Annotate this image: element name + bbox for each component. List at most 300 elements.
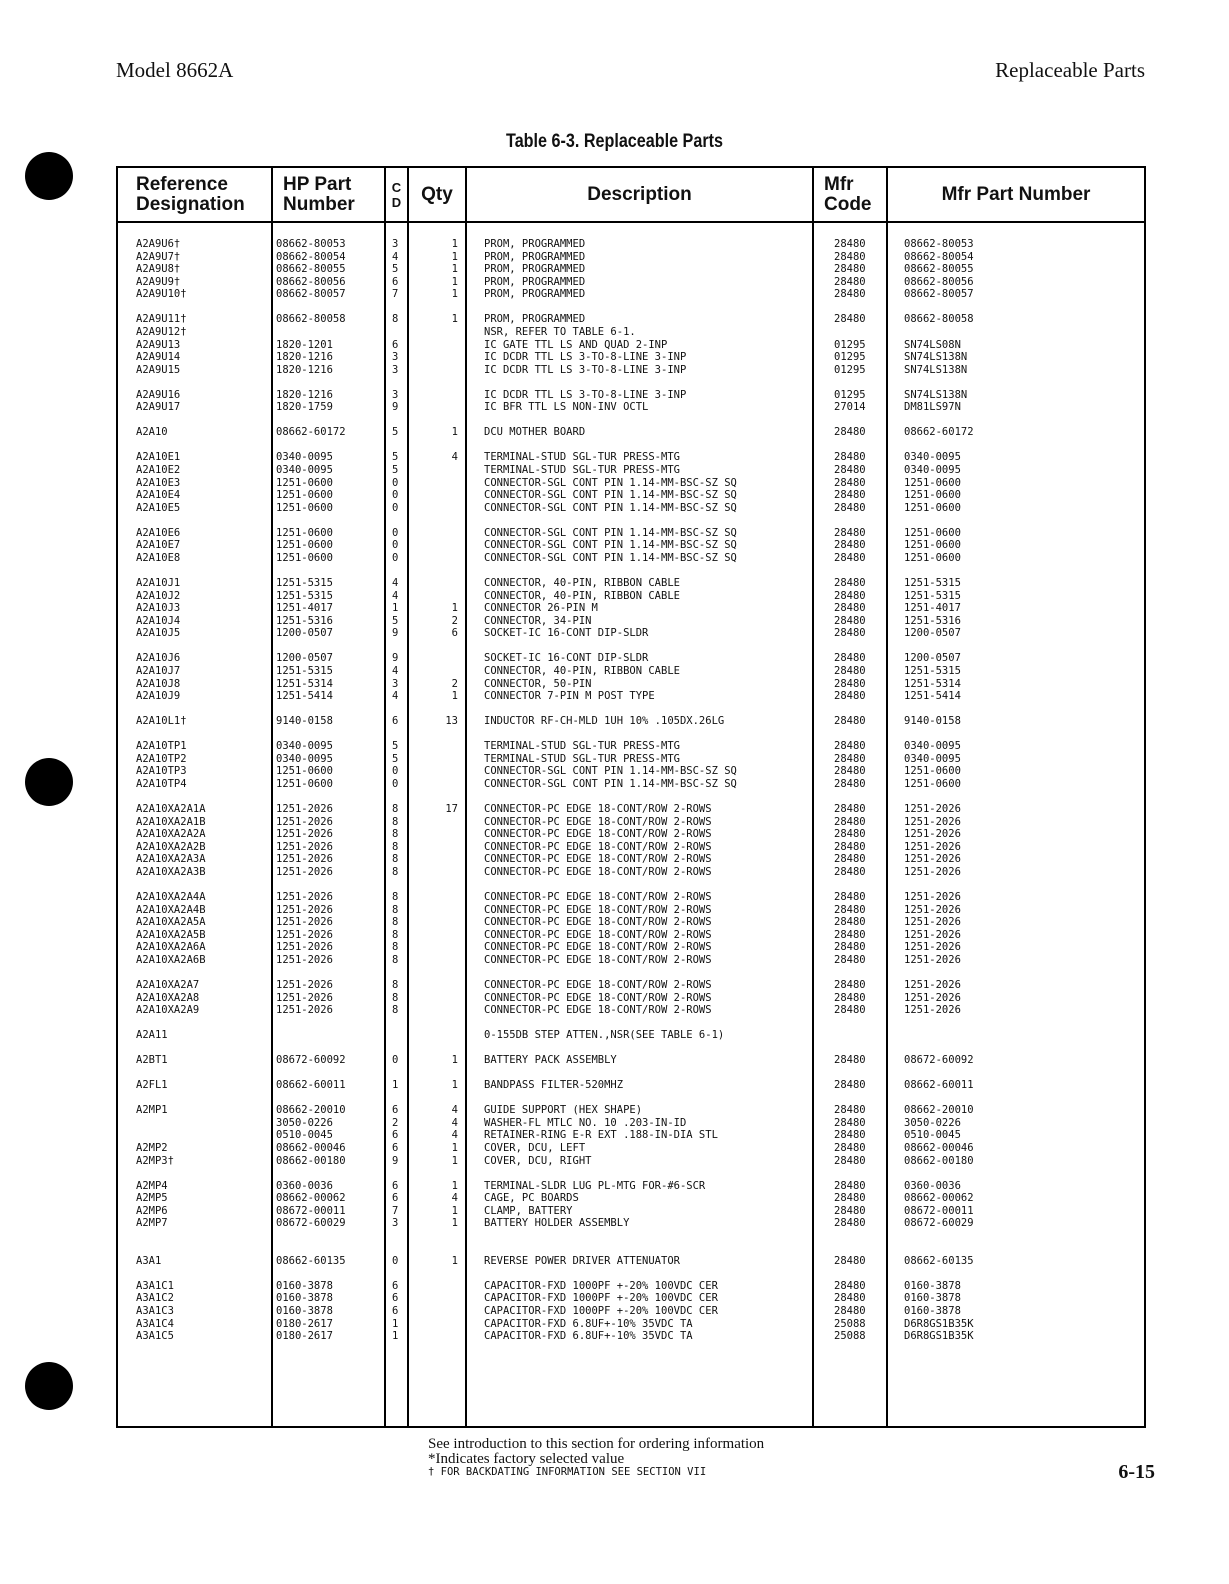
cell-ref-designation: A2A10XA2A2B bbox=[136, 840, 206, 853]
cell-mfr-code: 28480 bbox=[834, 1004, 866, 1017]
cell-hp-part-number: 08662-00062 bbox=[276, 1192, 346, 1205]
cell-mfr-part-number: 08662-00046 bbox=[904, 1142, 974, 1154]
cell-description: CAPACITOR-FXD 6.8UF+-10% 35VDC TA bbox=[484, 1330, 693, 1343]
cell-hp-part-number: 0340-0095 bbox=[276, 464, 333, 476]
cell-hp-part-number: 1251-0600 bbox=[276, 489, 333, 502]
cell-mfr-code: 28480 bbox=[834, 1179, 866, 1192]
cell-ref-designation: A3A1C1 bbox=[136, 1279, 174, 1292]
cell-description: GUIDE SUPPORT (HEX SHAPE) bbox=[484, 1104, 643, 1117]
cell-ref-designation: A2MP4 bbox=[136, 1179, 168, 1192]
cell-mfr-code: 28480 bbox=[834, 589, 866, 602]
cell-cd: 6 bbox=[392, 1305, 399, 1317]
cell-ref-designation: A2A10J2 bbox=[136, 589, 181, 602]
cell-mfr-code: 28480 bbox=[834, 778, 866, 790]
cell-cd: 8 bbox=[392, 979, 399, 991]
cell-mfr-part-number: 9140-0158 bbox=[904, 715, 961, 728]
cell-mfr-part-number: D6R8GS1B35K bbox=[904, 1330, 974, 1343]
cell-cd: 4 bbox=[392, 250, 399, 263]
cell-mfr-code: 28480 bbox=[834, 476, 866, 489]
cell-mfr-part-number: 1251-4017 bbox=[904, 602, 961, 615]
cell-qty: 1 bbox=[451, 1217, 458, 1230]
cell-qty: 4 bbox=[451, 1104, 458, 1117]
cell-qty: 2 bbox=[451, 677, 458, 690]
cell-mfr-code: 28480 bbox=[834, 263, 866, 276]
cell-cd: 8 bbox=[392, 840, 399, 853]
cell-ref-designation: A2A10XA2A1A bbox=[136, 803, 206, 815]
cell-hp-part-number: 1820-1201 bbox=[276, 338, 333, 351]
cell-hp-part-number: 1251-2026 bbox=[276, 928, 333, 941]
cell-cd: 0 bbox=[392, 476, 399, 489]
cell-ref-designation: A2BT1 bbox=[136, 1054, 168, 1067]
cell-hp-part-number: 3050-0226 bbox=[276, 1116, 333, 1129]
cell-qty: 4 bbox=[451, 1192, 458, 1205]
cell-cd: 0 bbox=[392, 489, 399, 502]
cell-cd: 4 bbox=[392, 577, 399, 589]
cell-description: CONNECTOR-PC EDGE 18-CONT/ROW 2-ROWS bbox=[484, 891, 712, 903]
cell-cd: 5 bbox=[392, 426, 399, 439]
cell-mfr-part-number: SN74LS138N bbox=[904, 351, 968, 364]
cell-hp-part-number: 08672-60092 bbox=[276, 1054, 346, 1067]
cell-ref-designation: A3A1C2 bbox=[136, 1292, 174, 1305]
cell-qty: 1 bbox=[451, 275, 458, 288]
cell-hp-part-number: 0160-3878 bbox=[276, 1279, 333, 1292]
binder-hole bbox=[25, 758, 73, 806]
cell-hp-part-number: 1251-2026 bbox=[276, 1004, 333, 1017]
cell-hp-part-number: 1251-2026 bbox=[276, 828, 333, 841]
cell-hp-part-number: 0180-2617 bbox=[276, 1317, 333, 1330]
cell-mfr-part-number: 0160-3878 bbox=[904, 1279, 961, 1292]
cell-description: COVER, DCU, RIGHT bbox=[484, 1154, 592, 1167]
cell-ref-designation: A3A1C5 bbox=[136, 1330, 174, 1343]
cell-description: BATTERY HOLDER ASSEMBLY bbox=[484, 1217, 630, 1230]
cell-hp-part-number: 1251-5315 bbox=[276, 577, 333, 589]
cell-qty: 1 bbox=[451, 1054, 458, 1067]
cell-mfr-part-number: 1251-2026 bbox=[904, 903, 961, 916]
header-model: Model 8662A bbox=[116, 58, 234, 82]
cell-mfr-code: 01295 bbox=[834, 338, 866, 351]
cell-ref-designation: A2A10J6 bbox=[136, 652, 181, 665]
cell-hp-part-number: 9140-0158 bbox=[276, 715, 333, 728]
cell-mfr-part-number: 1251-2026 bbox=[904, 916, 961, 929]
cell-cd: 5 bbox=[392, 451, 399, 464]
cell-hp-part-number: 08662-60011 bbox=[276, 1079, 346, 1092]
cell-hp-part-number: 08672-60029 bbox=[276, 1217, 346, 1230]
cell-cd: 3 bbox=[392, 363, 399, 376]
cell-mfr-code: 28480 bbox=[834, 1305, 866, 1317]
cell-description: CAPACITOR-FXD 1000PF +-20% 100VDC CER bbox=[484, 1292, 718, 1305]
cell-qty: 1 bbox=[451, 1079, 458, 1092]
cell-mfr-part-number: SN74LS138N bbox=[904, 388, 968, 401]
cell-mfr-part-number: 1251-0600 bbox=[904, 552, 961, 564]
cell-hp-part-number: 1251-0600 bbox=[276, 526, 333, 539]
cell-cd: 0 bbox=[392, 552, 399, 564]
cell-hp-part-number: 1820-1216 bbox=[276, 351, 333, 364]
cell-mfr-part-number: 08662-80053 bbox=[904, 238, 974, 250]
cell-description: CONNECTOR-PC EDGE 18-CONT/ROW 2-ROWS bbox=[484, 828, 712, 841]
cell-description: CONNECTOR-PC EDGE 18-CONT/ROW 2-ROWS bbox=[484, 903, 712, 916]
cell-ref-designation: A2A9U14 bbox=[136, 351, 181, 364]
cell-description: CONNECTOR-SGL CONT PIN 1.14-MM-BSC-SZ SQ bbox=[484, 476, 737, 489]
cell-cd: 8 bbox=[392, 903, 399, 916]
cell-description: SOCKET-IC 16-CONT DIP-SLDR bbox=[484, 652, 649, 665]
cell-description: CONNECTOR-SGL CONT PIN 1.14-MM-BSC-SZ SQ bbox=[484, 526, 737, 539]
cell-hp-part-number: 08662-20010 bbox=[276, 1104, 346, 1117]
cell-mfr-code: 28480 bbox=[834, 828, 866, 841]
cell-hp-part-number: 08662-80056 bbox=[276, 275, 346, 288]
cell-ref-designation: A2MP5 bbox=[136, 1192, 168, 1205]
cell-ref-designation: A2A9U13 bbox=[136, 338, 181, 351]
cell-cd: 6 bbox=[392, 1292, 399, 1305]
cell-hp-part-number: 1251-0600 bbox=[276, 501, 333, 514]
cell-hp-part-number: 08662-80058 bbox=[276, 313, 346, 326]
cell-description: CONNECTOR-PC EDGE 18-CONT/ROW 2-ROWS bbox=[484, 1004, 712, 1017]
cell-mfr-code: 28480 bbox=[834, 501, 866, 514]
cell-description: CLAMP, BATTERY bbox=[484, 1204, 573, 1217]
cell-mfr-code: 25088 bbox=[834, 1317, 866, 1330]
cell-description: PROM, PROGRAMMED bbox=[484, 238, 586, 250]
cell-description: CONNECTOR-SGL CONT PIN 1.14-MM-BSC-SZ SQ bbox=[484, 539, 737, 552]
cell-cd: 0 bbox=[392, 1254, 399, 1267]
cell-cd: 8 bbox=[392, 1004, 399, 1017]
cell-mfr-code: 28480 bbox=[834, 1116, 866, 1129]
cell-mfr-part-number: DM81LS97N bbox=[904, 401, 961, 414]
cell-description: COVER, DCU, LEFT bbox=[484, 1142, 586, 1154]
cell-description: BANDPASS FILTER-520MHZ bbox=[484, 1079, 624, 1092]
cell-cd: 8 bbox=[392, 853, 399, 866]
cell-hp-part-number: 1200-0507 bbox=[276, 627, 333, 640]
cell-mfr-part-number: 08662-20010 bbox=[904, 1104, 974, 1117]
cell-description: TERMINAL-STUD SGL-TUR PRESS-MTG bbox=[484, 464, 680, 476]
cell-ref-designation: A2A10TP3 bbox=[136, 765, 187, 778]
binder-hole bbox=[25, 152, 73, 200]
cell-qty: 6 bbox=[451, 627, 458, 640]
cell-ref-designation: A2MP3† bbox=[136, 1154, 174, 1167]
cell-qty: 13 bbox=[445, 715, 458, 728]
cell-description: PROM, PROGRAMMED bbox=[484, 263, 586, 276]
cell-qty: 1 bbox=[451, 263, 458, 276]
cell-hp-part-number: 1251-0600 bbox=[276, 765, 333, 778]
cell-ref-designation: A2A10XA2A6A bbox=[136, 941, 206, 954]
cell-mfr-part-number: 08662-60135 bbox=[904, 1254, 974, 1267]
cell-description: CONNECTOR, 34-PIN bbox=[484, 614, 592, 627]
cell-description: TERMINAL-STUD SGL-TUR PRESS-MTG bbox=[484, 740, 680, 753]
cell-qty: 1 bbox=[451, 602, 458, 615]
cell-mfr-code: 27014 bbox=[834, 401, 866, 414]
cell-mfr-code: 28480 bbox=[834, 489, 866, 502]
cell-hp-part-number: 0180-2617 bbox=[276, 1330, 333, 1343]
cell-ref-designation: A2A10XA2A5A bbox=[136, 916, 206, 929]
cell-cd: 3 bbox=[392, 677, 399, 690]
cell-mfr-part-number: 1251-2026 bbox=[904, 954, 961, 966]
cell-description: REVERSE POWER DRIVER ATTENUATOR bbox=[484, 1254, 680, 1267]
cell-mfr-code: 28480 bbox=[834, 250, 866, 263]
cell-mfr-code: 28480 bbox=[834, 866, 866, 878]
cell-cd: 3 bbox=[392, 238, 399, 250]
cell-description: CONNECTOR-PC EDGE 18-CONT/ROW 2-ROWS bbox=[484, 916, 712, 929]
cell-ref-designation: A2A9U11† bbox=[136, 313, 187, 326]
cell-mfr-part-number: 1251-2026 bbox=[904, 828, 961, 841]
cell-cd: 9 bbox=[392, 401, 399, 414]
cell-mfr-code: 28480 bbox=[834, 903, 866, 916]
cell-mfr-part-number: 0340-0095 bbox=[904, 464, 961, 476]
cell-cd: 5 bbox=[392, 464, 399, 476]
cell-mfr-code: 28480 bbox=[834, 740, 866, 753]
cell-mfr-code: 28480 bbox=[834, 464, 866, 476]
cell-mfr-code: 01295 bbox=[834, 388, 866, 401]
cell-cd: 6 bbox=[392, 715, 399, 728]
cell-description: TERMINAL-SLDR LUG PL-MTG FOR-#6-SCR bbox=[484, 1179, 706, 1192]
cell-ref-designation: A2A10XA2A5B bbox=[136, 928, 206, 941]
cell-mfr-code: 28480 bbox=[834, 614, 866, 627]
cell-hp-part-number: 0360-0036 bbox=[276, 1179, 333, 1192]
cell-mfr-part-number: 1251-2026 bbox=[904, 1004, 961, 1017]
cell-qty: 1 bbox=[451, 690, 458, 703]
cell-description: CONNECTOR-PC EDGE 18-CONT/ROW 2-ROWS bbox=[484, 853, 712, 866]
cell-hp-part-number: 1251-2026 bbox=[276, 954, 333, 966]
cell-mfr-code: 28480 bbox=[834, 840, 866, 853]
cell-cd: 9 bbox=[392, 1154, 399, 1167]
cell-cd: 0 bbox=[392, 778, 399, 790]
cell-cd: 0 bbox=[392, 501, 399, 514]
col-header-reference: Reference Designation bbox=[136, 173, 245, 215]
cell-mfr-code: 28480 bbox=[834, 916, 866, 929]
cell-ref-designation: A2A11 bbox=[136, 1029, 168, 1042]
cell-mfr-code: 28480 bbox=[834, 1204, 866, 1217]
cell-description: INDUCTOR RF-CH-MLD 1UH 10% .105DX.26LG bbox=[484, 715, 725, 728]
cell-mfr-code: 01295 bbox=[834, 351, 866, 364]
cell-hp-part-number: 08662-80054 bbox=[276, 250, 346, 263]
cell-mfr-part-number: 1251-2026 bbox=[904, 815, 961, 828]
cell-cd: 1 bbox=[392, 1330, 399, 1343]
cell-ref-designation: A2A10J3 bbox=[136, 602, 181, 615]
cell-description: IC DCDR TTL LS 3-TO-8-LINE 3-INP bbox=[484, 351, 687, 364]
cell-ref-designation: A2A10XA2A4A bbox=[136, 891, 206, 903]
cell-cd: 8 bbox=[392, 928, 399, 941]
cell-hp-part-number: 1251-5414 bbox=[276, 690, 333, 703]
cell-ref-designation: A2A10J4 bbox=[136, 614, 181, 627]
cell-cd: 6 bbox=[392, 1104, 399, 1117]
cell-description: CONNECTOR-PC EDGE 18-CONT/ROW 2-ROWS bbox=[484, 866, 712, 878]
cell-hp-part-number: 1251-4017 bbox=[276, 602, 333, 615]
cell-mfr-code: 28480 bbox=[834, 552, 866, 564]
cell-qty: 1 bbox=[451, 313, 458, 326]
footer-factory-note: *Indicates factory selected value bbox=[428, 1451, 625, 1467]
cell-qty: 4 bbox=[451, 1116, 458, 1129]
cell-hp-part-number: 1251-2026 bbox=[276, 991, 333, 1004]
cell-mfr-part-number: 08662-80054 bbox=[904, 250, 974, 263]
cell-mfr-part-number: 1251-0600 bbox=[904, 489, 961, 502]
col-header-qty: Qty bbox=[421, 183, 453, 205]
cell-mfr-part-number: 08662-80057 bbox=[904, 288, 974, 301]
cell-qty: 1 bbox=[451, 250, 458, 263]
cell-description: TERMINAL-STUD SGL-TUR PRESS-MTG bbox=[484, 752, 680, 765]
cell-hp-part-number: 1251-5315 bbox=[276, 665, 333, 677]
cell-description: NSR, REFER TO TABLE 6-1. bbox=[484, 326, 636, 338]
cell-hp-part-number: 08662-60135 bbox=[276, 1254, 346, 1267]
cell-cd: 7 bbox=[392, 1204, 399, 1217]
cell-mfr-code: 28480 bbox=[834, 979, 866, 991]
cell-mfr-code: 28480 bbox=[834, 677, 866, 690]
cell-mfr-code: 28480 bbox=[834, 1079, 866, 1092]
cell-ref-designation: A2A10E1 bbox=[136, 451, 181, 464]
cell-cd: 8 bbox=[392, 916, 399, 929]
cell-ref-designation: A2A10XA2A3B bbox=[136, 866, 206, 878]
cell-description: IC DCDR TTL LS 3-TO-8-LINE 3-INP bbox=[484, 363, 687, 376]
cell-ref-designation: A2MP2 bbox=[136, 1142, 168, 1154]
cell-description: CONNECTOR-PC EDGE 18-CONT/ROW 2-ROWS bbox=[484, 941, 712, 954]
cell-cd: 5 bbox=[392, 614, 399, 627]
cell-qty: 1 bbox=[451, 1142, 458, 1154]
cell-ref-designation: A3A1C3 bbox=[136, 1305, 174, 1317]
cell-description: CONNECTOR, 40-PIN, RIBBON CABLE bbox=[484, 589, 680, 602]
footer-ordering-note: See introduction to this section for ordering information bbox=[428, 1436, 765, 1452]
cell-ref-designation: A2A10XA2A4B bbox=[136, 903, 206, 916]
cell-cd: 3 bbox=[392, 351, 399, 364]
cell-cd: 6 bbox=[392, 1129, 399, 1142]
cell-mfr-part-number: 1251-2026 bbox=[904, 941, 961, 954]
cell-hp-part-number: 08662-80055 bbox=[276, 263, 346, 276]
cell-ref-designation: A2A9U12† bbox=[136, 326, 187, 338]
cell-description: IC DCDR TTL LS 3-TO-8-LINE 3-INP bbox=[484, 388, 687, 401]
cell-qty: 1 bbox=[451, 426, 458, 439]
parts-table bbox=[116, 166, 1146, 1428]
cell-hp-part-number: 1251-2026 bbox=[276, 866, 333, 878]
cell-mfr-code: 28480 bbox=[834, 665, 866, 677]
cell-description: CONNECTOR 7-PIN M POST TYPE bbox=[484, 690, 655, 703]
cell-mfr-code: 28480 bbox=[834, 652, 866, 665]
cell-mfr-part-number: 08662-80058 bbox=[904, 313, 974, 326]
cell-ref-designation: A2A10J1 bbox=[136, 577, 181, 589]
cell-description: PROM, PROGRAMMED bbox=[484, 288, 586, 301]
cell-cd: 4 bbox=[392, 665, 399, 677]
cell-ref-designation: A2A10XA2A3A bbox=[136, 853, 206, 866]
cell-mfr-part-number: 1251-2026 bbox=[904, 866, 961, 878]
cell-description: CONNECTOR-PC EDGE 18-CONT/ROW 2-ROWS bbox=[484, 928, 712, 941]
cell-cd: 5 bbox=[392, 263, 399, 276]
cell-ref-designation: A2A9U6† bbox=[136, 238, 181, 250]
cell-mfr-part-number: 08672-00011 bbox=[904, 1204, 974, 1217]
cell-mfr-code: 28480 bbox=[834, 1054, 866, 1067]
cell-description: CONNECTOR-PC EDGE 18-CONT/ROW 2-ROWS bbox=[484, 840, 712, 853]
cell-cd: 0 bbox=[392, 765, 399, 778]
cell-description: CONNECTOR-SGL CONT PIN 1.14-MM-BSC-SZ SQ bbox=[484, 489, 737, 502]
cell-hp-part-number: 1251-0600 bbox=[276, 552, 333, 564]
cell-mfr-part-number: SN74LS138N bbox=[904, 363, 968, 376]
cell-mfr-part-number: SN74LS08N bbox=[904, 338, 961, 351]
cell-ref-designation: A2A10E4 bbox=[136, 489, 181, 502]
cell-mfr-part-number: 0510-0045 bbox=[904, 1129, 961, 1142]
cell-mfr-part-number: D6R8GS1B35K bbox=[904, 1317, 974, 1330]
cell-qty: 1 bbox=[451, 288, 458, 301]
cell-mfr-code: 28480 bbox=[834, 941, 866, 954]
cell-description: CONNECTOR, 50-PIN bbox=[484, 677, 592, 690]
cell-qty: 1 bbox=[451, 1204, 458, 1217]
col-header-mfr-code: Mfr Code bbox=[824, 173, 872, 215]
cell-description: DCU MOTHER BOARD bbox=[484, 426, 586, 439]
cell-hp-part-number: 08662-80053 bbox=[276, 238, 346, 250]
cell-mfr-part-number: 1251-2026 bbox=[904, 840, 961, 853]
cell-description: IC GATE TTL LS AND QUAD 2-INP bbox=[484, 338, 668, 351]
cell-mfr-part-number: 0340-0095 bbox=[904, 752, 961, 765]
cell-mfr-part-number: 0360-0036 bbox=[904, 1179, 961, 1192]
cell-mfr-part-number: 1251-2026 bbox=[904, 979, 961, 991]
cell-mfr-part-number: 1251-2026 bbox=[904, 853, 961, 866]
cell-hp-part-number: 1820-1216 bbox=[276, 363, 333, 376]
cell-description: CAPACITOR-FXD 6.8UF+-10% 35VDC TA bbox=[484, 1317, 693, 1330]
cell-description: PROM, PROGRAMMED bbox=[484, 275, 586, 288]
cell-mfr-code: 28480 bbox=[834, 1217, 866, 1230]
cell-hp-part-number: 1251-2026 bbox=[276, 916, 333, 929]
cell-hp-part-number: 0510-0045 bbox=[276, 1129, 333, 1142]
cell-description: WASHER-FL MTLC NO. 10 .203-IN-ID bbox=[484, 1116, 687, 1129]
cell-ref-designation: A2A10E5 bbox=[136, 501, 181, 514]
cell-mfr-part-number: 08662-60172 bbox=[904, 426, 974, 439]
cell-cd: 2 bbox=[392, 1116, 399, 1129]
cell-ref-designation: A2A10J7 bbox=[136, 665, 181, 677]
cell-cd: 1 bbox=[392, 602, 399, 615]
cell-mfr-code: 28480 bbox=[834, 715, 866, 728]
cell-hp-part-number: 1251-2026 bbox=[276, 979, 333, 991]
cell-mfr-part-number: 1251-5315 bbox=[904, 589, 961, 602]
cell-description: CONNECTOR, 40-PIN, RIBBON CABLE bbox=[484, 665, 680, 677]
cell-ref-designation: A2A10E7 bbox=[136, 539, 181, 552]
cell-hp-part-number: 1251-2026 bbox=[276, 840, 333, 853]
cell-description: CONNECTOR-PC EDGE 18-CONT/ROW 2-ROWS bbox=[484, 979, 712, 991]
cell-description: CONNECTOR 26-PIN M bbox=[484, 602, 598, 615]
header-section: Replaceable Parts bbox=[995, 58, 1145, 82]
cell-description: CONNECTOR-PC EDGE 18-CONT/ROW 2-ROWS bbox=[484, 991, 712, 1004]
cell-mfr-part-number: 08662-80055 bbox=[904, 263, 974, 276]
cell-mfr-part-number: 1251-5315 bbox=[904, 665, 961, 677]
cell-cd: 8 bbox=[392, 891, 399, 903]
cell-ref-designation: A2A10TP4 bbox=[136, 778, 187, 790]
cell-qty: 1 bbox=[451, 1254, 458, 1267]
cell-mfr-code: 28480 bbox=[834, 1142, 866, 1154]
cell-hp-part-number: 1251-2026 bbox=[276, 815, 333, 828]
cell-ref-designation: A2A9U7† bbox=[136, 250, 181, 263]
cell-mfr-part-number: 0160-3878 bbox=[904, 1305, 961, 1317]
col-header-mfr-part-number: Mfr Part Number bbox=[941, 183, 1091, 205]
cell-cd: 6 bbox=[392, 1192, 399, 1205]
cell-ref-designation: A2A10XA2A7 bbox=[136, 979, 200, 991]
cell-description: 0-155DB STEP ATTEN.,NSR(SEE TABLE 6-1) bbox=[484, 1029, 725, 1042]
cell-mfr-part-number: 08672-60029 bbox=[904, 1217, 974, 1230]
cell-ref-designation: A2A10TP1 bbox=[136, 740, 187, 753]
cell-mfr-code: 28480 bbox=[834, 752, 866, 765]
cell-description: CONNECTOR-SGL CONT PIN 1.14-MM-BSC-SZ SQ bbox=[484, 778, 737, 790]
cell-mfr-code: 28480 bbox=[834, 238, 866, 250]
cell-mfr-code: 28480 bbox=[834, 1104, 866, 1117]
cell-hp-part-number: 1251-0600 bbox=[276, 539, 333, 552]
page-number: 6-15 bbox=[1118, 1461, 1155, 1483]
cell-mfr-code: 25088 bbox=[834, 1330, 866, 1343]
cell-mfr-part-number: 1251-2026 bbox=[904, 991, 961, 1004]
cell-cd: 6 bbox=[392, 1279, 399, 1292]
cell-hp-part-number: 1251-2026 bbox=[276, 941, 333, 954]
cell-mfr-code: 28480 bbox=[834, 1192, 866, 1205]
cell-ref-designation: A2MP1 bbox=[136, 1104, 168, 1117]
cell-description: PROM, PROGRAMMED bbox=[484, 313, 586, 326]
cell-mfr-code: 28480 bbox=[834, 451, 866, 464]
cell-qty: 1 bbox=[451, 1179, 458, 1192]
cell-ref-designation: A2A9U16 bbox=[136, 388, 181, 401]
cell-hp-part-number: 1251-5316 bbox=[276, 614, 333, 627]
cell-hp-part-number: 1251-0600 bbox=[276, 778, 333, 790]
cell-ref-designation: A2MP6 bbox=[136, 1204, 168, 1217]
cell-mfr-part-number: 1251-5316 bbox=[904, 614, 961, 627]
cell-description: CONNECTOR-SGL CONT PIN 1.14-MM-BSC-SZ SQ bbox=[484, 501, 737, 514]
cell-qty: 4 bbox=[451, 1129, 458, 1142]
